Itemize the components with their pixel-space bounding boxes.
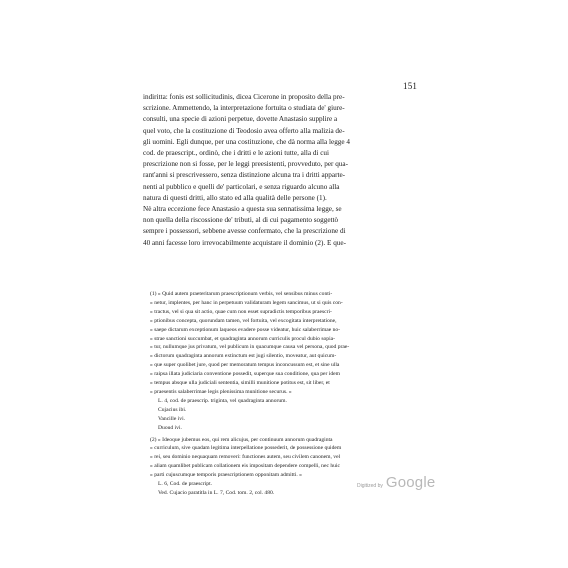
watermark-brand: Google <box>385 474 436 491</box>
body-line: indiritta: fonis est sollicitudinis, dicea Cicerone in proposito della pre- <box>143 93 345 101</box>
footnote-line: » tractus, vel si qua sit actio, quae cum non esset supradictis temporibus praescri- <box>150 308 332 315</box>
footnote-line: » netur, implentes, per hanc in perpetuum validaturam legem sancimus, ut si quis con- <box>150 299 343 306</box>
watermark-prefix: Digitized by <box>357 483 383 489</box>
body-line: Nè altra eccezione fece Anastasio a questa sua sennatissima legge, se <box>143 205 342 214</box>
body-line: gli uomini. Egli dunque, per una costituzione, che dà norma alla legge 4 <box>143 137 350 146</box>
footnote-line: » saepe dictarum exceptionum laqueos evadere posse videatur, huic salaberrimae no- <box>150 326 341 333</box>
body-line: natura di questi dritti, allo stato ed alla qualità delle persone (1). <box>143 193 327 202</box>
footnote-line: » que super quolibet jure, quod per memoratum tempus inconcussum est, et sine ulla <box>150 362 340 369</box>
footnote-line: » rei, seu dominio nequaquam removeri: functiones autem, seu civilem canonem, vel <box>150 454 341 461</box>
footnote-citation: Vancille ivi. <box>158 415 186 422</box>
body-line: prescrizione non si fosse, per le leggi preesistenti, provveduto, per qua- <box>143 160 348 169</box>
body-line: nenti al pubblico e quelli de' particolari, e senza riguardo alcuno alla <box>143 182 340 191</box>
body-line: cod. de praescript., ordinò, che i dritti e le azioni tutte, alla di cui <box>143 149 330 158</box>
body-line: sempre i possessori, sebbene avesse confermato, che la prescrizione di <box>143 227 346 236</box>
footnotes <box>150 290 428 498</box>
footnote-line: » tempus absque ulla judiciali sententia, similli munitione potitus est, sit liber, et <box>150 380 330 387</box>
body-line: 40 anni facesse loro irrevocabilmente acquistare il dominio (2). E que- <box>143 238 346 247</box>
footnote-line: » tur, nullumque jus privatum, vel publicum in quacumque causa vel persona, quod prae- <box>150 344 350 351</box>
digitized-by-google-watermark <box>357 474 435 491</box>
footnote-line: » dictorum quadraginta annorum extinctum est jugi silentio, moveatur, aut quicum- <box>150 353 337 360</box>
footnote-citation: L. 6, Cod. de praescript. <box>158 481 213 488</box>
main-text <box>143 92 429 249</box>
body-line: quel voto, che la costituzione di Teodosio avea offerto alla malizia de- <box>143 126 345 135</box>
footnote-line: » aliam quamlibet publicam collationem eis impositam dependere compelli, nec huic <box>150 463 340 470</box>
footnote-citation: Cujacius ibi. <box>158 406 187 413</box>
footnote-line: (2) » Ideoque jubemus eos, qui rem alicujus, per continuum annorum quadraginta <box>150 436 333 443</box>
body-line: rant'anni si prescrivessero, senza distinzione alcuna tra i dritti apparte- <box>143 171 346 180</box>
footnote-citation: Duoud ivi. <box>158 424 182 431</box>
footnote-line: » parti cujuscumque temporis praescriptionem opponitam admitti. » <box>150 472 302 479</box>
footnote-citation: L. 4, cod. de praescrip. triginta, vel quadraginta annorum. <box>158 397 287 404</box>
footnote-line: » curriculum, sive quadam legitima interpellatione possederit, de possessione quidem <box>150 445 342 452</box>
body-line: non quella della riscossione de' tributi, al di cui pagamento soggettò <box>143 216 339 225</box>
footnote-line: » strae sanctioni succumbat, et quadraginta annorum curriculis procul dubio sopia- <box>150 335 336 342</box>
body-line: scrizione. Ammettendo, la interpretazione fortuita o studiata de' giure- <box>143 104 345 113</box>
footnote-citation: Ved. Cujacio paratitla in L. 7, Cod. tom. 2, col. 480. <box>158 489 275 496</box>
body-line: consulti, una specie di azioni perpetue, dovette Anastasio supplire a <box>143 115 338 124</box>
footnote-line: » praesentis salaberrimae legis plenissima munitione securus. » <box>150 388 292 395</box>
footnote-line: (1) » Quid autem praeteritarum praescriptionum verbis, vel sensibus minus conti- <box>150 291 333 297</box>
footnote-line: » raipsa illata judiciaria conventione possedit, superque sua conditione, qua per idem <box>150 371 340 378</box>
page-number: 151 <box>403 81 418 91</box>
footnote-line: » ptionibus concepta, quorundam tamen, vel fortuita, vel excogitata interpretatione, <box>150 317 337 324</box>
